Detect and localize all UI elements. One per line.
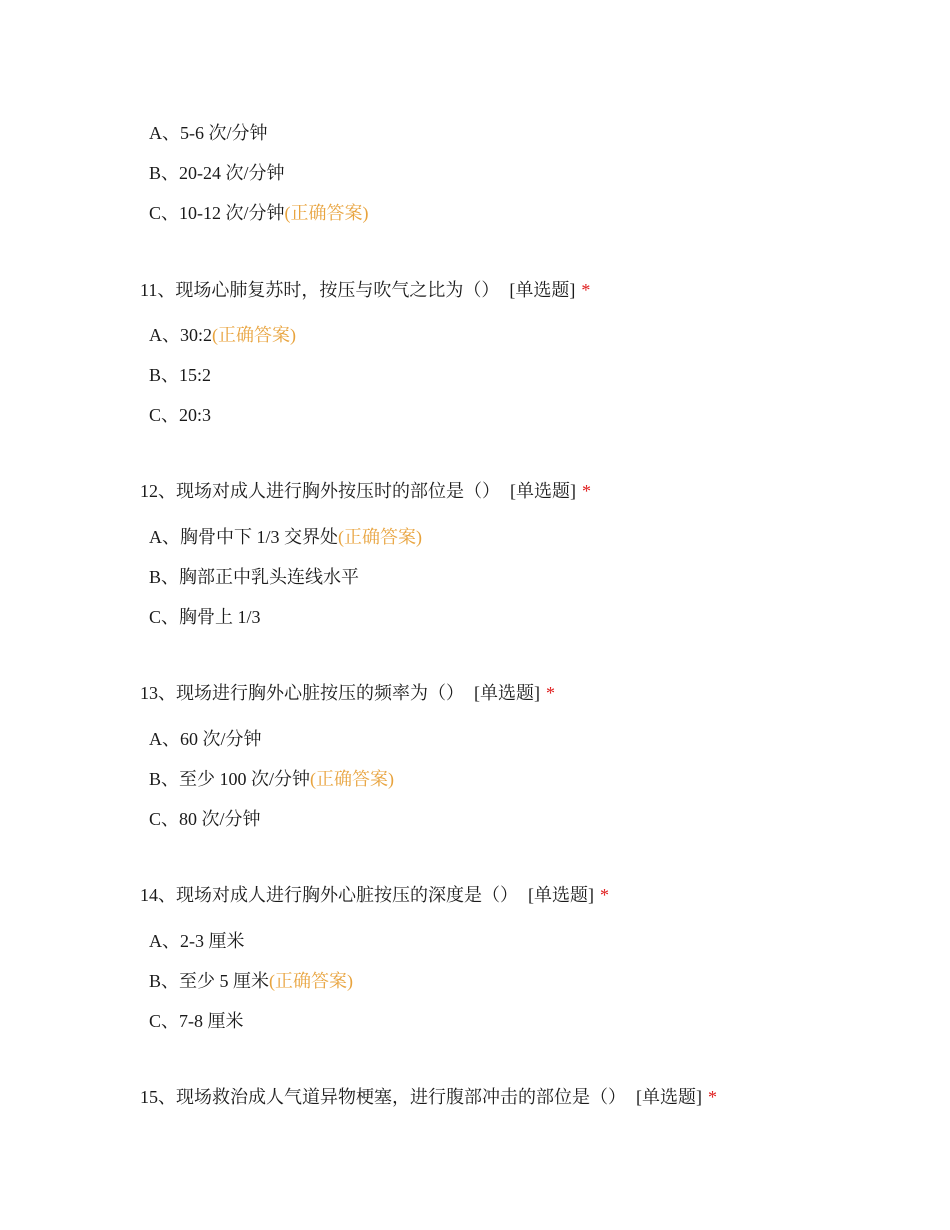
q11-option-a: [149, 323, 296, 347]
question-type: [单选题]: [474, 683, 540, 703]
option-text: C、7-8 厘米: [149, 1011, 244, 1031]
option-text: A、2-3 厘米: [149, 931, 245, 951]
correct-answer-tag: (正确答案): [284, 203, 369, 223]
q13-title: [140, 681, 555, 705]
q11-title: [140, 278, 590, 302]
option-text: A、5-6 次/分钟: [149, 123, 268, 143]
question-text: 15、现场救治成人气道异物梗塞，进行腹部冲击的部位是（）: [140, 1087, 626, 1107]
option-text: B、至少 100 次/分钟: [149, 769, 311, 789]
correct-answer-tag: (正确答案): [338, 527, 422, 547]
q13-option-a: [149, 727, 262, 751]
question-type: [单选题]: [510, 481, 576, 501]
q14-title: [140, 883, 609, 907]
option-text: A、胸骨中下 1/3 交界处: [149, 527, 338, 547]
q14-option-a: [149, 929, 245, 953]
question-text: 12、现场对成人进行胸外按压时的部位是（）: [140, 481, 500, 501]
q11-option-c: [149, 403, 211, 427]
option-text: C、80 次/分钟: [149, 809, 261, 829]
option-text: A、60 次/分钟: [149, 729, 262, 749]
q14-option-c: [149, 1009, 244, 1033]
option-text: B、15:2: [149, 365, 212, 385]
q10-option-a: [149, 121, 268, 145]
q15-title: [140, 1085, 717, 1109]
q14-option-b: [149, 969, 353, 993]
question-type: [单选题]: [636, 1087, 702, 1107]
question-text: 13、现场进行胸外心脏按压的频率为（）: [140, 683, 464, 703]
q10-option-b: [149, 161, 285, 185]
q12-option-a: [149, 525, 422, 549]
question-type: [单选题]: [528, 885, 594, 905]
q13-option-c: [149, 807, 261, 831]
required-marker: *: [708, 1087, 717, 1107]
q12-option-c: [149, 605, 261, 629]
option-text: C、胸骨上 1/3: [149, 607, 261, 627]
question-text: 14、现场对成人进行胸外心脏按压的深度是（）: [140, 885, 518, 905]
option-text: B、至少 5 厘米: [149, 971, 270, 991]
option-text: C、20:3: [149, 405, 212, 425]
option-text: C、10-12 次/分钟: [149, 203, 285, 223]
required-marker: *: [600, 885, 609, 905]
question-text: 11、现场心肺复苏时，按压与吹气之比为（）: [140, 280, 500, 300]
required-marker: *: [546, 683, 555, 703]
q13-option-b: [149, 767, 394, 791]
q12-option-b: [149, 565, 359, 589]
required-marker: *: [581, 280, 591, 300]
question-type: [单选题]: [509, 280, 576, 300]
correct-answer-tag: (正确答案): [310, 769, 395, 789]
q12-title: [140, 479, 591, 503]
option-text: A、30:2: [149, 325, 212, 345]
required-marker: *: [582, 481, 591, 501]
q11-option-b: [149, 363, 211, 387]
q10-option-c: [149, 201, 369, 225]
option-text: B、胸部正中乳头连线水平: [149, 567, 360, 587]
correct-answer-tag: (正确答案): [269, 971, 354, 991]
correct-answer-tag: (正确答案): [212, 325, 296, 345]
option-text: B、20-24 次/分钟: [149, 163, 285, 183]
